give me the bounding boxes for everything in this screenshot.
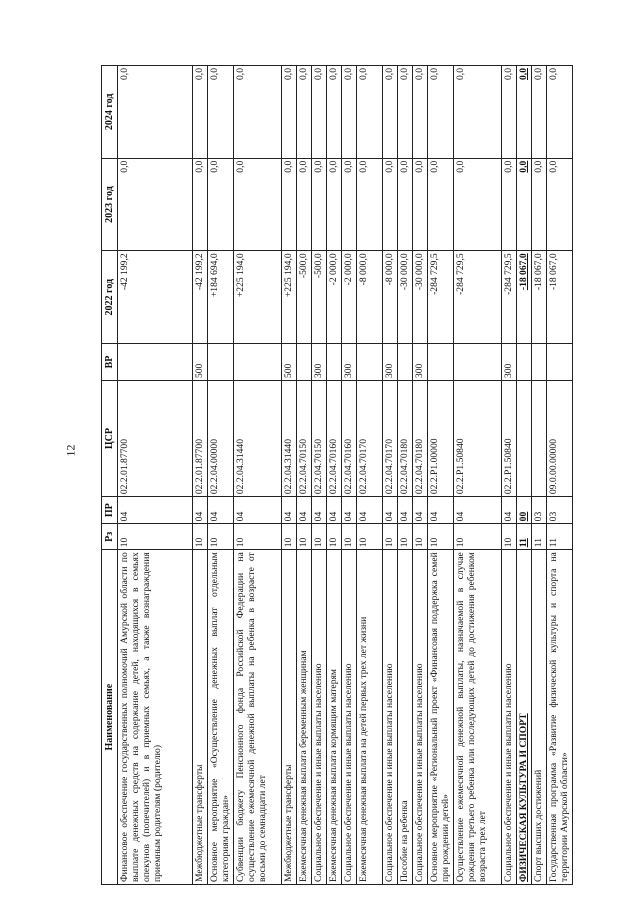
- row-rz: 10: [383, 524, 398, 550]
- row-2023: 0,0: [454, 158, 502, 251]
- row-vr: 500: [282, 343, 297, 380]
- table-row: [428, 66, 454, 885]
- table-row: [327, 66, 342, 885]
- row-2024: 0,0: [454, 66, 502, 159]
- table-row: [297, 66, 312, 885]
- row-csr: 02.2.04.70180: [413, 381, 428, 497]
- header-2022: 2022 год: [102, 251, 118, 344]
- row-2023: 0,0: [208, 158, 234, 251]
- row-csr: 02.2.04.70150: [297, 381, 312, 497]
- row-2024: 0,0: [312, 66, 327, 159]
- row-2022: -18 067,0: [547, 251, 573, 344]
- budget-table: [101, 65, 573, 885]
- row-vr: [234, 343, 282, 380]
- row-csr: 02.2.P1.50840: [454, 381, 502, 497]
- row-2022: -8 000,0: [357, 251, 383, 344]
- row-2022: -18 067,0: [517, 251, 532, 344]
- row-vr: [327, 343, 342, 380]
- row-2022: -42 199,2: [193, 251, 208, 344]
- row-2022: +225 194,0: [234, 251, 282, 344]
- row-rz: 10: [454, 524, 502, 550]
- row-name: Социальное обеспечение и иные выплаты населению: [312, 550, 327, 885]
- table-row: [413, 66, 428, 885]
- row-2023: 0,0: [327, 158, 342, 251]
- row-name: ФИЗИЧЕСКАЯ КУЛЬТУРА И СПОРТ: [517, 550, 532, 885]
- row-2022: -42 199,2: [118, 251, 193, 344]
- header-pr: ПР: [102, 497, 118, 524]
- table-row: [454, 66, 502, 885]
- row-2023: 0,0: [193, 158, 208, 251]
- row-2022: +184 694,0: [208, 251, 234, 344]
- row-csr: 02.2.04.70150: [312, 381, 327, 497]
- row-2024: 0,0: [413, 66, 428, 159]
- table-row: [383, 66, 398, 885]
- row-vr: 500: [193, 343, 208, 380]
- row-csr: 02.2.04.31440: [282, 381, 297, 497]
- row-pr: 04: [297, 497, 312, 524]
- row-name: Межбюджетные трансферты: [282, 550, 297, 885]
- table-row: [398, 66, 413, 885]
- table-row: [208, 66, 234, 885]
- row-2024: 0,0: [342, 66, 357, 159]
- row-pr: 04: [312, 497, 327, 524]
- table-row: [193, 66, 208, 885]
- row-vr: 300: [413, 343, 428, 380]
- page-number: 12: [63, 444, 78, 457]
- row-2024: 0,0: [234, 66, 282, 159]
- table-row: [234, 66, 282, 885]
- table-row: [502, 66, 517, 885]
- row-vr: [118, 343, 193, 380]
- row-pr: 00: [517, 497, 532, 524]
- table-row: [118, 66, 193, 885]
- row-2022: +225 194,0: [282, 251, 297, 344]
- row-csr: 02.2.04.00000: [208, 381, 234, 497]
- row-pr: 04: [502, 497, 517, 524]
- row-csr: 02.2.P1.50840: [502, 381, 517, 497]
- row-2023: 0,0: [398, 158, 413, 251]
- row-rz: 10: [398, 524, 413, 550]
- row-vr: 300: [502, 343, 517, 380]
- row-vr: [357, 343, 383, 380]
- row-2022: -18 067,0: [532, 251, 547, 344]
- row-vr: 300: [383, 343, 398, 380]
- row-name: Основное мероприятие «Региональный проект «Финансовая поддержка семей при рождении детей»: [428, 550, 454, 885]
- row-name: Ежемесячная денежная выплата на детей первых трех лет жизни: [357, 550, 383, 885]
- table-header-row: [102, 66, 118, 885]
- row-2023: 0,0: [547, 158, 573, 251]
- row-2024: 0,0: [208, 66, 234, 159]
- row-name: Социальное обеспечение и иные выплаты населению: [383, 550, 398, 885]
- row-name: Ежемесячная денежная выплата беременным женщинам: [297, 550, 312, 885]
- row-pr: 04: [357, 497, 383, 524]
- row-2024: 0,0: [118, 66, 193, 159]
- row-name: Осуществление ежемесячной денежной выплаты, назначаемой в случае рождения третьего ребенка или последующих детей до достижения ребенком возраста трех лет: [454, 550, 502, 885]
- row-vr: [208, 343, 234, 380]
- row-pr: 04: [342, 497, 357, 524]
- row-pr: 04: [398, 497, 413, 524]
- row-2024: 0,0: [547, 66, 573, 159]
- row-name: Пособие на ребенка: [398, 550, 413, 885]
- row-rz: 11: [532, 524, 547, 550]
- row-rz: 10: [118, 524, 193, 550]
- row-pr: 04: [413, 497, 428, 524]
- row-2023: 0,0: [234, 158, 282, 251]
- row-rz: 10: [413, 524, 428, 550]
- row-rz: 10: [502, 524, 517, 550]
- row-2024: 0,0: [517, 66, 532, 159]
- row-vr: [454, 343, 502, 380]
- table-row: [342, 66, 357, 885]
- row-rz: 10: [312, 524, 327, 550]
- row-2022: -30 000,0: [413, 251, 428, 344]
- row-csr: 02.2.04.70160: [342, 381, 357, 497]
- row-rz: 10: [234, 524, 282, 550]
- header-vr: ВР: [102, 343, 118, 380]
- row-2022: -8 000,0: [383, 251, 398, 344]
- row-csr: 09.0.00.00000: [547, 381, 573, 497]
- row-vr: [547, 343, 573, 380]
- row-csr: 02.2.04.31440: [234, 381, 282, 497]
- row-pr: 04: [428, 497, 454, 524]
- row-2024: 0,0: [297, 66, 312, 159]
- row-rz: 10: [327, 524, 342, 550]
- row-vr: [428, 343, 454, 380]
- header-rz: Рз: [102, 524, 118, 550]
- row-2022: -2 000,0: [327, 251, 342, 344]
- row-name: Основное мероприятие «Осуществление денежных выплат отдельным категориям граждан»: [208, 550, 234, 885]
- row-2022: -284 729,5: [502, 251, 517, 344]
- row-vr: [517, 343, 532, 380]
- row-2022: -500,0: [297, 251, 312, 344]
- row-name: Социальное обеспечение и иные выплаты населению: [413, 550, 428, 885]
- row-2024: 0,0: [282, 66, 297, 159]
- header-name: Наименование: [102, 550, 118, 885]
- row-name: Социальное обеспечение и иные выплаты населению: [342, 550, 357, 885]
- row-vr: 300: [342, 343, 357, 380]
- table-row: [357, 66, 383, 885]
- row-name: Ежемесячная денежная выплата кормящим матерям: [327, 550, 342, 885]
- row-2024: 0,0: [428, 66, 454, 159]
- rotated-table-container: [101, 65, 570, 885]
- row-name: Спорт высших достижений: [532, 550, 547, 885]
- row-csr: 02.2.04.70170: [357, 381, 383, 497]
- row-rz: 11: [517, 524, 532, 550]
- row-pr: 04: [282, 497, 297, 524]
- row-rz: 10: [282, 524, 297, 550]
- row-2022: -284 729,5: [428, 251, 454, 344]
- row-csr: 02.2.04.70180: [398, 381, 413, 497]
- header-2024: 2024 год: [102, 66, 118, 159]
- table-row: [312, 66, 327, 885]
- row-2022: -500,0: [312, 251, 327, 344]
- row-2024: 0,0: [193, 66, 208, 159]
- row-csr: 02.2.04.70170: [383, 381, 398, 497]
- row-name: Субвенции бюджету Пенсионного фонда Российской Федерации на осуществление ежемесячной денежной выплаты на ребенка в возрасте от восьми до семнадцати лет: [234, 550, 282, 885]
- row-csr: 02.2.04.70160: [327, 381, 342, 497]
- row-2024: 0,0: [398, 66, 413, 159]
- row-2023: 0,0: [342, 158, 357, 251]
- row-pr: 04: [327, 497, 342, 524]
- table-row: [547, 66, 573, 885]
- row-pr: 04: [118, 497, 193, 524]
- row-2024: 0,0: [532, 66, 547, 159]
- row-rz: 10: [297, 524, 312, 550]
- row-2023: 0,0: [357, 158, 383, 251]
- row-csr: 02.2.P1.00000: [428, 381, 454, 497]
- table-row: [517, 66, 532, 885]
- row-pr: 04: [208, 497, 234, 524]
- row-2022: -30 000,0: [398, 251, 413, 344]
- row-vr: [398, 343, 413, 380]
- row-2023: 0,0: [502, 158, 517, 251]
- row-csr: [517, 381, 532, 497]
- row-vr: 300: [312, 343, 327, 380]
- row-2024: 0,0: [383, 66, 398, 159]
- header-2023: 2023 год: [102, 158, 118, 251]
- row-rz: 10: [357, 524, 383, 550]
- row-pr: 04: [193, 497, 208, 524]
- row-2023: 0,0: [428, 158, 454, 251]
- row-2023: 0,0: [297, 158, 312, 251]
- row-2023: 0,0: [312, 158, 327, 251]
- table-row: [532, 66, 547, 885]
- row-2023: 0,0: [532, 158, 547, 251]
- row-rz: 11: [547, 524, 573, 550]
- row-2022: -284 729,5: [454, 251, 502, 344]
- row-pr: 03: [532, 497, 547, 524]
- row-rz: 10: [342, 524, 357, 550]
- row-2023: 0,0: [282, 158, 297, 251]
- row-2024: 0,0: [502, 66, 517, 159]
- row-rz: 10: [428, 524, 454, 550]
- row-2023: 0,0: [383, 158, 398, 251]
- row-rz: 10: [193, 524, 208, 550]
- row-name: Социальное обеспечение и иные выплаты населению: [502, 550, 517, 885]
- row-name: Межбюджетные трансферты: [193, 550, 208, 885]
- row-pr: 04: [454, 497, 502, 524]
- row-csr: 02.2.01.87700: [118, 381, 193, 497]
- row-2024: 0,0: [327, 66, 342, 159]
- row-csr: 02.2.01.87700: [193, 381, 208, 497]
- row-2023: 0,0: [413, 158, 428, 251]
- header-csr: ЦСР: [102, 381, 118, 497]
- row-name: Финансовое обеспечение государственных полномочий Амурской области по выплате денежных средств на содержание детей, находящихся в семьях опекунов (попечителей) и в приемных семьях, а также вознаграждения приемным родителям (родителю): [118, 550, 193, 885]
- row-name: Государственная программа «Развитие физической культуры и спорта на территории Амурской области»: [547, 550, 573, 885]
- row-vr: [532, 343, 547, 380]
- row-2023: 0,0: [118, 158, 193, 251]
- row-csr: [532, 381, 547, 497]
- row-2022: -2 000,0: [342, 251, 357, 344]
- table-row: [282, 66, 297, 885]
- row-2024: 0,0: [357, 66, 383, 159]
- row-vr: [297, 343, 312, 380]
- row-pr: 03: [547, 497, 573, 524]
- row-rz: 10: [208, 524, 234, 550]
- row-pr: 04: [234, 497, 282, 524]
- row-pr: 04: [383, 497, 398, 524]
- row-2023: 0,0: [517, 158, 532, 251]
